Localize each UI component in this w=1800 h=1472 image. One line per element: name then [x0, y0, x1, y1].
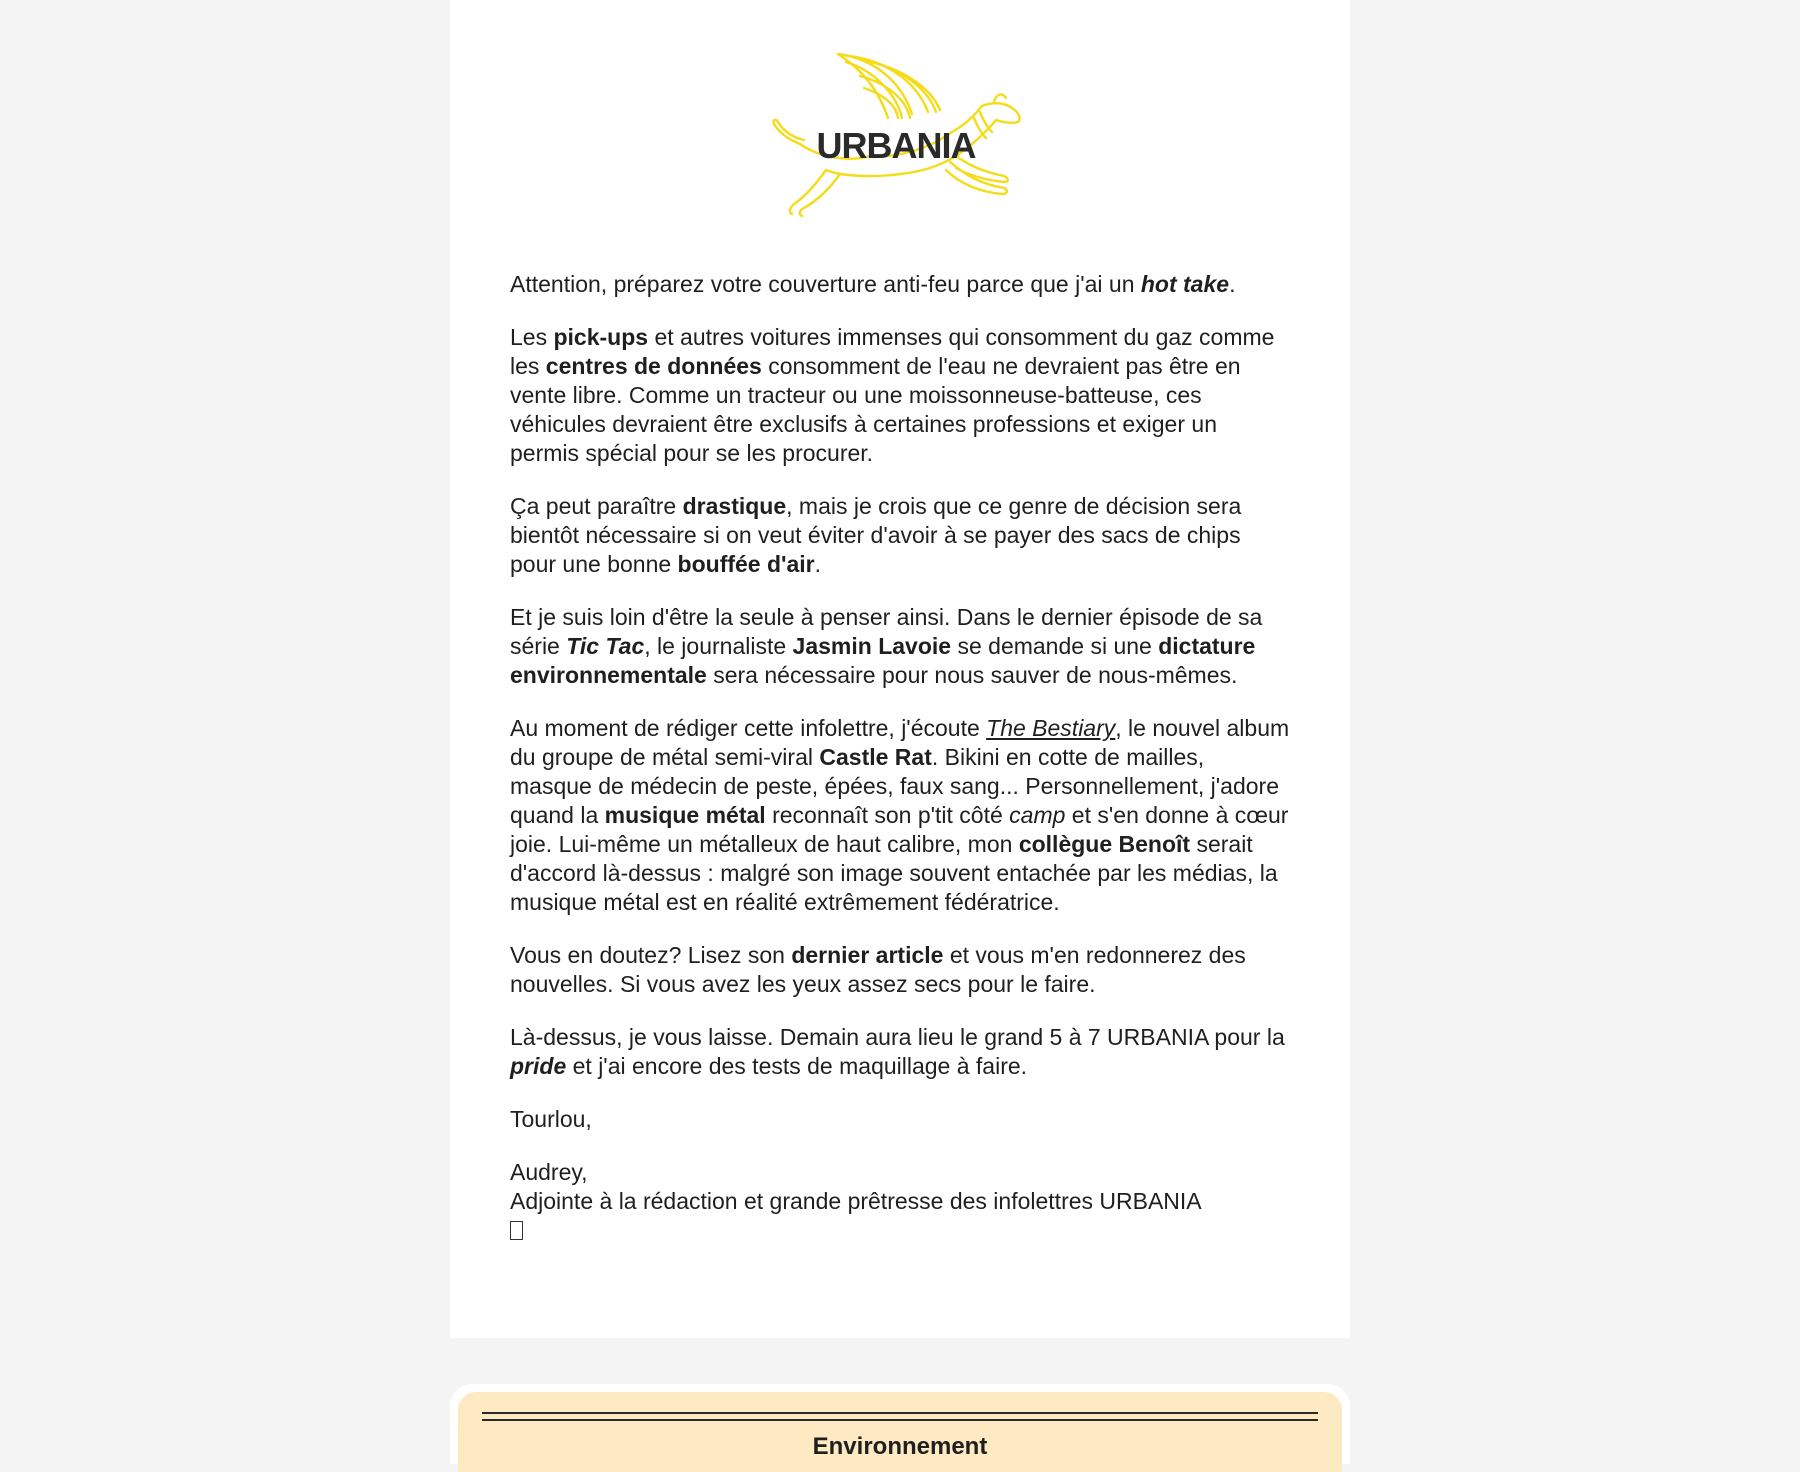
pickups-bold: pick-ups: [553, 324, 649, 350]
signature-name: Audrey,: [510, 1159, 588, 1185]
newsletter-body: [510, 270, 1290, 1245]
paragraph-last-article: Vous en doutez? Lisez son dernier article et vous m'en redonnerez des nouvelles. Si vous avez les yeux assez secs pour le faire.: [510, 942, 1246, 997]
pride-emphasis: pride: [510, 1053, 567, 1079]
newsletter-card: [450, 0, 1350, 1338]
hot-take-emphasis: hot take: [1140, 271, 1230, 297]
data-centers-bold: centres de données: [545, 353, 762, 379]
colleague-benoit-link[interactable]: collègue Benoît: [1018, 831, 1191, 857]
section-title: Environnement: [812, 1433, 988, 1460]
paragraph-tic-tac: Et je suis loin d'être la seule à penser ainsi. Dans le dernier épisode de sa série Tic Tac, le journaliste Jasmin Lavoie se demande si une dictature environnementale sera nécessaire pour nous sauver de nous-mêmes.: [510, 604, 1263, 688]
divider-top: [482, 1412, 1318, 1414]
missing-emoji-icon: [510, 1221, 523, 1240]
castle-rat-bold: Castle Rat: [819, 744, 932, 770]
camp-italic: camp: [1009, 802, 1066, 828]
paragraph-drastic: Ça peut paraître drastique, mais je crois que ce genre de décision sera bientôt nécessaire si on veut éviter d'avoir à se payer des sacs de chips pour une bonne bouffée d'air.: [510, 493, 1242, 577]
logo-wordmark: URBANIA: [816, 125, 976, 166]
fresh-air-bold: bouffée d'air: [677, 551, 815, 577]
drastic-bold: drastique: [682, 493, 787, 519]
paragraph-pride: Là-dessus, je vous laisse. Demain aura lieu le grand 5 à 7 URBANIA pour la pride et j'ai encore des tests de maquillage à faire.: [510, 1024, 1285, 1079]
closing-text: Tourlou,: [510, 1106, 592, 1132]
the-bestiary-link[interactable]: The Bestiary: [986, 715, 1116, 741]
jasmin-lavoie-bold: Jasmin Lavoie: [792, 633, 952, 659]
section-header: [458, 1392, 1342, 1472]
urbania-logo[interactable]: [450, 48, 1350, 228]
last-article-link[interactable]: dernier article: [791, 942, 944, 968]
paragraph-pickups: Les pick-ups et autres voitures immenses qui consomment du gaz comme les centres de données consomment de l'eau ne devraient pas être en vente libre. Comme un tracteur ou une moissonneuse-batteuse, ces véhicules devraient être exclusifs à certaines professions et exiger un permis spécial pour se les procurer.: [510, 324, 1275, 466]
signature-title: Adjointe à la rédaction et grande prêtresse des infolettres URBANIA: [510, 1188, 1202, 1214]
section-card: [450, 1384, 1350, 1464]
paragraph-castle-rat: Au moment de rédiger cette infolettre, j'écoute The Bestiary, le nouvel album du groupe de métal semi-viral Castle Rat. Bikini en cotte de mailles, masque de médecin de peste, épées, faux sang... Personnellement, j'adore quand la musique métal reconnaît son p'tit côté camp et s'en donne à cœur joie. Lui-même un métalleux de haut calibre, mon collègue Benoît serait d'accord là-dessus : malgré son image souvent entachée par les médias, la musique métal est en réalité extrêmement fédératrice.: [510, 715, 1290, 915]
winged-greyhound-logo-icon: [760, 48, 1040, 228]
metal-music-bold: musique métal: [604, 802, 766, 828]
tic-tac-link[interactable]: Tic Tac: [566, 633, 645, 659]
paragraph-hot-take: Attention, préparez votre couverture anti-feu parce que j'ai un hot take.: [510, 271, 1236, 297]
signature-block: [510, 1158, 1290, 1245]
divider-bottom: [482, 1419, 1318, 1421]
environmental-dictatorship-link[interactable]: dictature environnementale: [510, 633, 1256, 688]
